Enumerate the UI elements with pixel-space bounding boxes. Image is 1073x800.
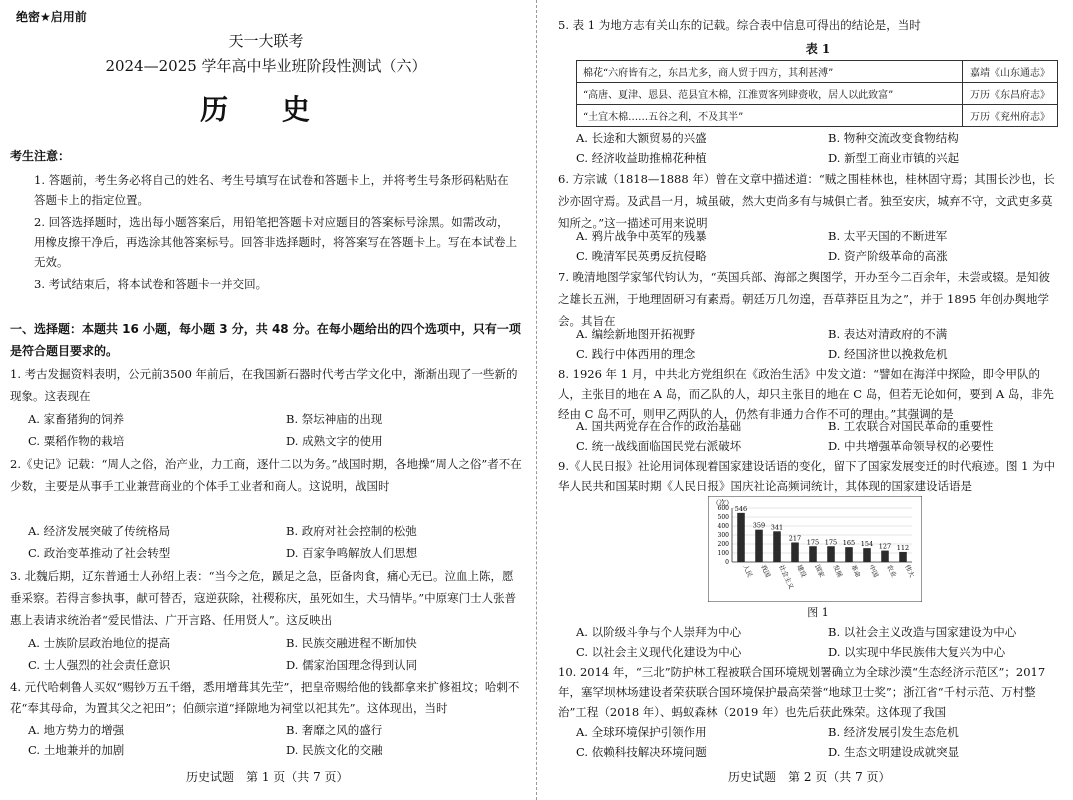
bar xyxy=(737,513,745,562)
option: A. 编绘新地图开拓视野 xyxy=(576,327,696,341)
bar xyxy=(845,547,853,562)
option: C. 粟稻作物的栽培 xyxy=(28,434,125,448)
question-stem-1: 1. 考古发掘资料表明，公元前3500 年前后，在我国新石器时代考古学文化中，渐渐出现了一些新的现象。这表现在 xyxy=(10,367,518,403)
x-tick-label: 农业 xyxy=(885,563,898,579)
data-label: 165 xyxy=(842,539,856,548)
page-footer: 历史试题 第 2 页（共 7 页） xyxy=(728,770,891,784)
option: B. 经济发展引发生态危机 xyxy=(828,725,959,739)
table-caption: 表 1 xyxy=(805,42,831,56)
option: D. 成熟文字的使用 xyxy=(286,434,383,448)
bar xyxy=(827,546,835,562)
y-tick-label: 500 xyxy=(717,514,729,521)
x-tick-label: 人民 xyxy=(741,563,754,579)
table-cell: “土宜木棉……五谷之利，不及其半” xyxy=(577,105,963,127)
data-label: 217 xyxy=(788,534,802,543)
y-tick-label: 100 xyxy=(717,550,729,557)
table-cell: “高唐、夏津、恩县、范县宜木棉，江淮贾客列肆赍收，居人以此致富” xyxy=(577,83,963,105)
data-label: 154 xyxy=(860,540,874,549)
y-tick-label: 400 xyxy=(717,523,729,530)
option: B. 民族交融进程不断加快 xyxy=(286,636,417,650)
data-label: 341 xyxy=(770,523,784,532)
bar xyxy=(881,551,889,562)
option: A. 经济发展突破了传统格局 xyxy=(28,524,171,538)
data-label: 175 xyxy=(806,538,820,547)
x-tick-label: 伟大 xyxy=(903,563,916,579)
question-stem-7: 7. 晚清地图学家邹代钧认为，“英国兵部、海部之舆图学，开办至今二百余年，未尝或辍。是知彼之雄长五洲，于地理固研习有素焉。朝廷万几勿遑，吾草莽臣且为之”，并于 1895 年创办舆地学会。其旨在 xyxy=(558,270,1051,328)
right-page xyxy=(558,0,1058,800)
bar xyxy=(809,546,817,562)
data-label: 112 xyxy=(896,543,910,552)
option: C. 践行中体西用的理念 xyxy=(576,347,696,361)
question-stem-3: 3. 北魏后期，辽东普通士人孙绍上表：“当今之危，踬足之急，臣备肉食，痛心无已。泣血上陈，愿垂采察。若得言参执事，献可替否，寇逆荻除，社稷称庆，虽死如生，犬马情毕。”中原寒门士人张普惠上表请求统治者“爱民惜法、广开言路、任用贤人”。这反映出 xyxy=(10,569,517,627)
bar xyxy=(899,552,907,562)
data-label: 359 xyxy=(752,521,766,530)
question-stem-6: 6. 方宗诚（1818—1888 年）曾在文章中描述道：“贼之围桂林也，桂林固守焉；其围长沙也，长沙亦固守焉。及武昌一月，城虽破，然大吏尚多有与城俱亡者。独至安庆，城弃不守，文武吏多莫知所之。”这一描述可用来说明 xyxy=(558,172,1055,230)
question-stem-5: 5. 表 1 为地方志有关山东的记载。综合表中信息可得出的结论是，当时 xyxy=(558,18,921,32)
option: B. 太平天国的不断进军 xyxy=(828,229,948,243)
figure-caption: 图 1 xyxy=(807,606,829,619)
y-tick-label: 0 xyxy=(725,559,729,566)
option: A. 地方势力的增强 xyxy=(28,723,125,737)
x-tick-label: 发展 xyxy=(831,563,844,579)
option: B. 祭坛神庙的出现 xyxy=(286,412,383,426)
option: B. 表达对清政府的不满 xyxy=(828,327,948,341)
data-label: 546 xyxy=(734,504,748,513)
y-tick-label: 300 xyxy=(717,532,729,539)
option: D. 儒家治国理念得到认同 xyxy=(286,658,418,672)
option: C. 统一战线面临国民党右派破坏 xyxy=(576,439,742,453)
option: B. 政府对社会控制的松弛 xyxy=(286,524,417,538)
option: A. 以阶级斗争与个人崇拜为中心 xyxy=(576,625,742,639)
bar xyxy=(863,548,871,562)
x-tick-label: 国家 xyxy=(813,563,826,579)
org-title: 天一大联考 xyxy=(228,32,304,50)
table-row xyxy=(577,61,1058,83)
x-tick-label: 我国 xyxy=(759,563,772,579)
table-cell: 棉花“六府皆有之，东昌尤多，商人贸于四方，其利甚溥” xyxy=(577,61,963,83)
question-stem-10: 10. 2014 年，“三北”防护林工程被联合国环境规划署确立为全球沙漠“生态经济示范区”；2017 年，塞罕坝林场建设者荣获联合国环境保护最高荣誉“地球卫士奖”；浙江省“千村示范、万村整治”工程（2018 年）、蚂蚁森林（2019 年）也先后获此殊荣。这体现了我国 xyxy=(558,665,1046,719)
bar xyxy=(773,531,781,562)
option: C. 以社会主义现代化建设为中心 xyxy=(576,645,742,659)
option: C. 依赖科技解决环境问题 xyxy=(576,745,707,759)
option: C. 政治变革推动了社会转型 xyxy=(28,546,171,560)
question-stem-9: 9.《人民日报》社论用词体现着国家建设话语的变化，留下了国家发展变迁的时代痕迹。图 1 为中华人民共和国某时期《人民日报》国庆社论高频词统计，其体现的国家建设话语是 xyxy=(558,459,1056,493)
y-axis-label: （次） xyxy=(712,499,733,507)
bar xyxy=(755,530,763,562)
page-footer: 历史试题 第 1 页（共 7 页） xyxy=(186,770,349,784)
question-stem-2: 2.《史记》记载：“周人之俗，治产业，力工商，逐什二以为务。”战国时期，各地操“周人之俗”者不在少数，主要是从事手工业兼营商业的个体手工业者和商人。这说明，战国时 xyxy=(10,457,522,493)
option: A. 国共两党存在合作的政治基础 xyxy=(576,419,742,433)
option: A. 士族阶层政治地位的提高 xyxy=(28,636,171,650)
notice-item: 2. 回答选择题时，选出每小题答案后，用铅笔把答题卡对应题目的答案标号涂黑。如需改动，用橡皮擦干净后，再选涂其他答案标号。回答非选择题时，将答案写在答题卡上。写在本试卷上无效。 xyxy=(34,215,517,269)
option: C. 土地兼并的加剧 xyxy=(28,743,125,757)
option: A. 长途和大额贸易的兴盛 xyxy=(576,131,707,145)
y-tick-label: 600 xyxy=(717,505,729,512)
notice-item: 1. 答题前，考生务必将自己的姓名、考生号填写在试卷和答题卡上，并将考生号条形码粘贴在答题卡上的指定位置。 xyxy=(34,173,509,207)
x-tick-label: 建设 xyxy=(795,563,808,579)
option: D. 经国济世以挽救危机 xyxy=(828,347,948,361)
table-cell: 嘉靖《山东通志》 xyxy=(963,61,1058,83)
table-row xyxy=(577,83,1058,105)
option: C. 士人强烈的社会责任意识 xyxy=(28,658,171,672)
table-cell: 万历《东昌府志》 xyxy=(963,83,1058,105)
option: A. 全球环境保护引领作用 xyxy=(576,725,707,739)
option: D. 资产阶级革命的高涨 xyxy=(828,249,948,263)
table-cell: 万历《兖州府志》 xyxy=(963,105,1058,127)
left-page xyxy=(10,0,522,800)
data-label: 175 xyxy=(824,538,838,547)
data-label: 127 xyxy=(878,542,892,551)
x-tick-label: 革命 xyxy=(849,563,862,579)
x-tick-label: 中国 xyxy=(867,563,880,579)
records-table xyxy=(576,60,1058,127)
option: A. 鸦片战争中英军的残暴 xyxy=(576,229,707,243)
option: B. 奢靡之风的盛行 xyxy=(286,723,383,737)
option: D. 中共增强革命领导权的必要性 xyxy=(828,439,994,453)
notice-item: 3. 考试结束后，将本试卷和答题卡一并交回。 xyxy=(34,277,268,291)
table-row xyxy=(577,105,1058,127)
bar xyxy=(791,542,799,562)
secret-label: 绝密★启用前 xyxy=(16,10,87,24)
x-tick-label: 社会主义 xyxy=(777,563,796,591)
option: D. 百家争鸣解放人们思想 xyxy=(286,546,418,560)
option: D. 生态文明建设成就突显 xyxy=(828,745,960,759)
y-tick-label: 200 xyxy=(717,541,729,548)
word-frequency-chart xyxy=(708,496,922,602)
question-stem-4: 4. 元代哈剌鲁人买奴“赐钞万五千缗，悉用增葺其先茔”，把皇帝赐给他的钱都拿来扩修祖坟；哈剌不花“奉其母命，为置其父之祀田”；伯颜宗道“择隙地为祠堂以祀其先”。这体现出，当时 xyxy=(10,680,520,715)
option: D. 民族文化的交融 xyxy=(286,743,383,757)
section-heading: 一、选择题：本题共 16 小题，每小题 3 分，共 48 分。在每小题给出的四个选项中，只有一项是符合题目要求的。 xyxy=(10,322,521,358)
notice-title: 考生注意： xyxy=(10,149,71,163)
option: B. 工农联合对国民革命的重要性 xyxy=(828,419,994,433)
option: C. 晚清军民英勇反抗侵略 xyxy=(576,249,707,263)
exam-title: 2024—2025 学年高中毕业班阶段性测试（六） xyxy=(105,57,427,75)
option: D. 新型工商业市镇的兴起 xyxy=(828,151,960,165)
question-stem-8: 8. 1926 年 1 月，中共北方党组织在《政治生活》中发文道：“譬如在海洋中探险，即令甲队的人，主张目的地在 A 岛，而乙队的人，却只主张目的地在 C 岛，但若无论如何，要到 A 岛，非先经由 C 岛不可，则甲乙两队的人，仍然有非通力合作不可的理由。”其强调的是 xyxy=(558,367,1054,421)
subject-title: 历 史 xyxy=(200,93,332,126)
page-divider xyxy=(536,0,537,800)
option: D. 以实现中华民族伟大复兴为中心 xyxy=(828,645,1006,659)
option: A. 家畜猪狗的饲养 xyxy=(28,412,125,426)
option: B. 物种交流改变食物结构 xyxy=(828,131,959,145)
option: C. 经济收益助推棉花种植 xyxy=(576,151,707,165)
option: B. 以社会主义改造与国家建设为中心 xyxy=(828,625,1017,639)
